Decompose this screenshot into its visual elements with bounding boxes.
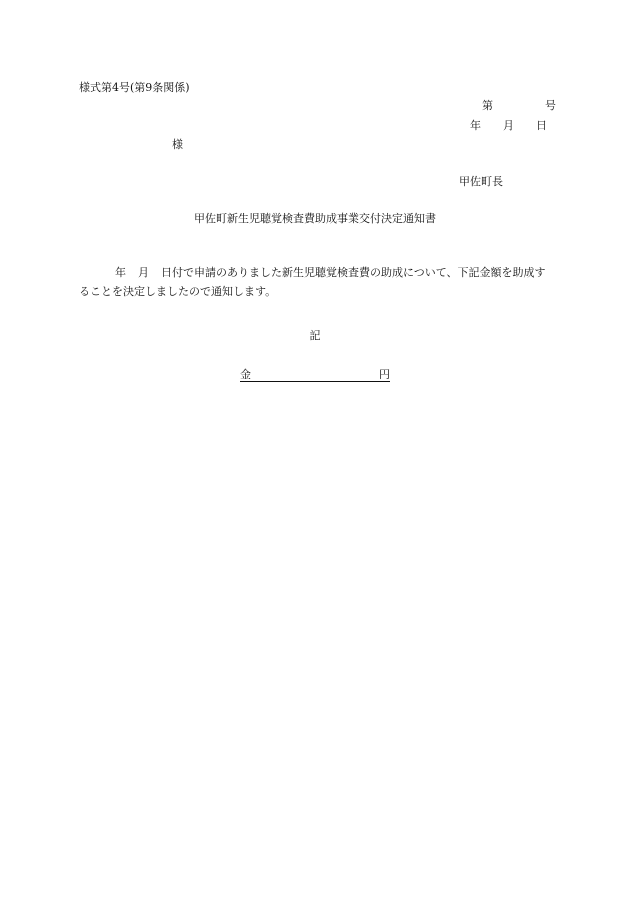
amount-prefix: 金: [240, 368, 251, 381]
body-text: 日付で申請のありました新生児聴覚検査費の助成について、下記金額を助成することを決定しましたので通知します。: [79, 266, 546, 298]
document-date: [470, 120, 547, 131]
recipient: 様: [172, 138, 183, 151]
form-number: 様式第4号(第9条関係): [79, 81, 190, 94]
body-year: 年: [115, 266, 126, 279]
body-paragraph: [79, 263, 554, 301]
date-day: 日: [536, 119, 547, 132]
doc-number-suffix: 号: [545, 99, 556, 112]
sender: 甲佐町長: [459, 175, 503, 188]
doc-number-prefix: 第: [482, 99, 493, 112]
document-title: 甲佐町新生児聴覚検査費助成事業交付決定通知書: [194, 212, 436, 225]
ki-label: 記: [309, 329, 321, 342]
document-number: [482, 100, 556, 111]
date-year: 年: [470, 119, 481, 132]
amount-suffix: 円: [379, 368, 390, 381]
body-month: 月: [138, 266, 149, 279]
amount-line: [240, 369, 390, 382]
date-month: 月: [503, 119, 514, 132]
